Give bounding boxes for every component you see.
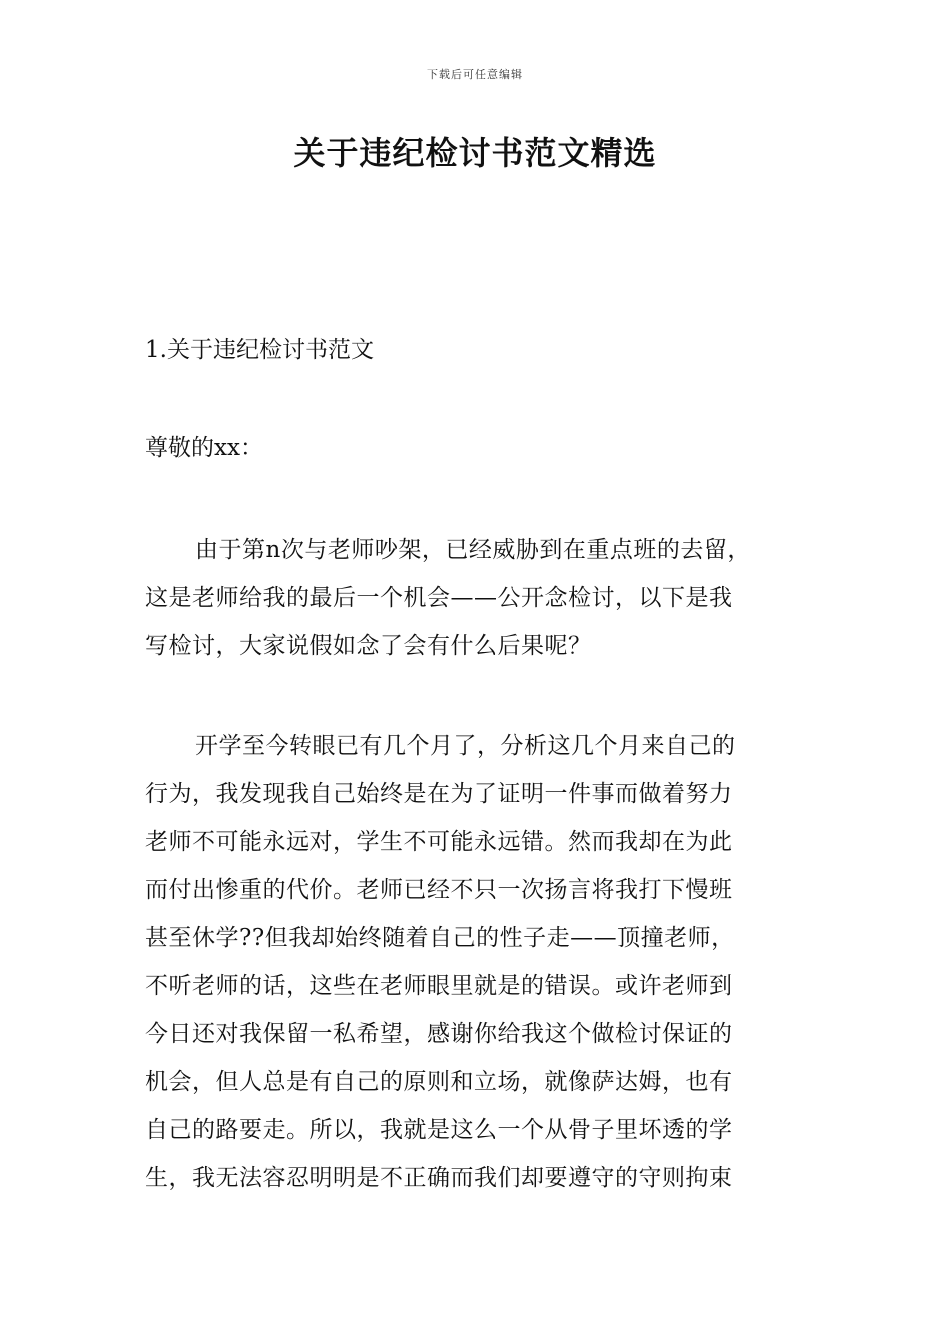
section-heading: 1.关于违纪检讨书范文	[145, 337, 374, 363]
paragraph-line: 这是老师给我的最后一个机会——公开念检讨，以下是我	[145, 585, 733, 611]
paragraph-line: 由于第n次与老师吵架，已经威胁到在重点班的去留，	[195, 537, 751, 563]
paragraph-line: 而付出惨重的代价。老师已经不只一次扬言将我打下慢班	[145, 877, 733, 903]
paragraph-line: 甚至休学??但我却始终随着自己的性子走——顶撞老师，	[145, 925, 735, 951]
page-header-note: 下载后可任意编辑	[427, 68, 523, 81]
paragraph-line: 自己的路要走。所以，我就是这么一个从骨子里坏透的学	[145, 1117, 733, 1143]
salutation: 尊敬的xx：	[145, 435, 263, 461]
paragraph-1	[145, 526, 810, 670]
paragraph-line: 开学至今转眼已有几个月了，分析这几个月来自己的	[195, 733, 736, 759]
paragraph-line: 老师不可能永远对，学生不可能永远错。然而我却在为此	[145, 829, 733, 855]
paragraph-line: 今日还对我保留一私希望，感谢你给我这个做检讨保证的	[145, 1021, 733, 1047]
paragraph-line: 行为，我发现我自己始终是在为了证明一件事而做着努力	[145, 781, 733, 807]
paragraph-line: 不听老师的话，这些在老师眼里就是的错误。或许老师到	[145, 973, 733, 999]
document-title: 关于违纪检讨书范文精选	[293, 134, 657, 172]
paragraph-line: 生，我无法容忍明明是不正确而我们却要遵守的守则拘束	[145, 1165, 733, 1191]
paragraph-2	[145, 722, 810, 1202]
paragraph-line: 机会，但人总是有自己的原则和立场，就像萨达姆，也有	[145, 1069, 733, 1095]
paragraph-line: 写检讨，大家说假如念了会有什么后果呢？	[145, 633, 592, 659]
